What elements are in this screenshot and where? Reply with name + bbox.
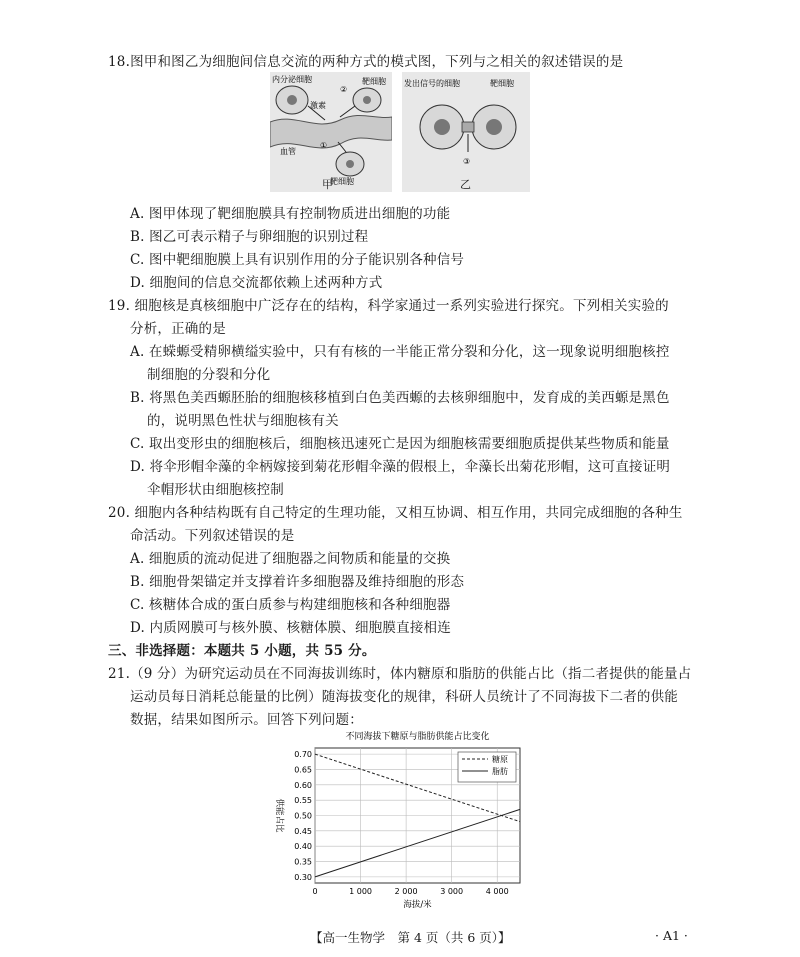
chart-title: 不同海拔下糖原与脂肪供能占比变化 bbox=[345, 732, 490, 742]
y-tick-label: 0.30 bbox=[294, 872, 312, 882]
jia-label-hormone: 激素 bbox=[310, 101, 326, 110]
q20-option-a: A. 细胞质的流动促进了细胞器之间物质和能量的交换 bbox=[130, 551, 451, 567]
q18-stem: 18.图甲和图乙为细胞间信息交流的两种方式的模式图，下列与之相关的叙述错误的是 bbox=[108, 54, 624, 70]
q20-option-d: D. 内质网膜可与核外膜、核糖体膜、细胞膜直接相连 bbox=[130, 620, 451, 636]
y-tick-label: 0.35 bbox=[294, 857, 312, 867]
x-tick-label: 0 bbox=[312, 887, 318, 896]
legend-label: 糖原 bbox=[492, 755, 508, 764]
q18-option-b: B. 图乙可表示精子与卵细胞的识别过程 bbox=[130, 229, 369, 245]
yi-label-circle3: ③ bbox=[463, 157, 471, 166]
x-tick-label: 1 000 bbox=[349, 887, 373, 896]
q19-option-c: C. 取出变形虫的细胞核后，细胞核迅速死亡是因为细胞核需要细胞质提供某些物质和能量 bbox=[130, 436, 670, 452]
q18-option-d: D. 细胞间的信息交流都依赖上述两种方式 bbox=[130, 275, 383, 291]
x-tick-label: 3 000 bbox=[440, 887, 464, 896]
q18-option-a: A. 图甲体现了靶细胞膜具有控制物质进出细胞的功能 bbox=[130, 206, 451, 222]
footer-page-info: 【高一生物学 第 4 页（共 6 页）】 bbox=[310, 930, 511, 945]
q20-stem-line2: 命活动。下列叙述错误的是 bbox=[130, 528, 295, 544]
q18-option-c: C. 图中靶细胞膜上具有识别作用的分子能识别各种信号 bbox=[130, 252, 465, 268]
x-tick-label: 4 000 bbox=[485, 887, 509, 896]
x-axis-label: 海拔/米 bbox=[403, 900, 432, 910]
y-tick-label: 0.70 bbox=[294, 750, 312, 760]
jia-label-target2: 靶细胞 bbox=[330, 177, 354, 186]
series-line-fat bbox=[315, 809, 520, 877]
q21-stem-line1: 21.（9 分）为研究运动员在不同海拔训练时，体内糖原和脂肪的供能占比（指二者提供的能量占 bbox=[108, 666, 692, 682]
jia-label-circle2: ② bbox=[340, 85, 348, 94]
q19-option-a-line1: A. 在蝾螈受精卵横缢实验中，只有有核的一半能正常分裂和分化，这一现象说明细胞核控 bbox=[130, 344, 670, 360]
y-tick-label: 0.55 bbox=[294, 796, 312, 806]
footer-code: · A1 · bbox=[655, 928, 688, 943]
y-axis-label: 供能占比 bbox=[274, 798, 284, 833]
jia-label-target1: 靶细胞 bbox=[362, 77, 386, 86]
y-tick-label: 0.60 bbox=[294, 780, 312, 790]
figure-jia bbox=[270, 72, 392, 192]
q20-stem-line1: 20. 细胞内各种结构既有自己特定的生理功能，又相互协调、相互作用，共同完成细胞的各种生 bbox=[108, 505, 683, 521]
q21-stem-line2: 运动员每日消耗总能量的比例）随海拔变化的规律，科研人员统计了不同海拔下二者的供能 bbox=[130, 689, 678, 705]
jia-label-vessel: 血管 bbox=[280, 147, 296, 156]
q19-option-d-line2: 伞帽形状由细胞核控制 bbox=[147, 482, 284, 498]
figure-yi-caption: 乙 bbox=[460, 178, 471, 191]
energy-share-chart bbox=[265, 728, 545, 918]
q19-option-d-line1: D. 将伞形帽伞藻的伞柄嫁接到菊花形帽伞藻的假根上，伞藻长出菊花形帽，这可直接证明 bbox=[130, 459, 671, 475]
x-tick-label: 2 000 bbox=[394, 887, 418, 896]
q20-option-c: C. 核糖体合成的蛋白质参与构建细胞核和各种细胞器 bbox=[130, 597, 451, 613]
jia-label-circle1: ① bbox=[320, 141, 328, 150]
section3-heading: 三、非选择题：本题共 5 小题，共 55 分。 bbox=[108, 643, 376, 659]
y-tick-label: 0.65 bbox=[294, 765, 312, 775]
q20-option-b: B. 细胞骨架锚定并支撑着许多细胞器及维持细胞的形态 bbox=[130, 574, 465, 590]
y-tick-label: 0.50 bbox=[294, 811, 312, 821]
q19-option-a-line2: 制细胞的分裂和分化 bbox=[147, 367, 271, 383]
q21-stem-line3: 数据，结果如图所示。回答下列问题： bbox=[130, 712, 363, 728]
q19-option-b-line1: B. 将黑色美西螈胚胎的细胞核移植到白色美西螈的去核卵细胞中，发育成的美西螈是黑色 bbox=[130, 390, 670, 406]
legend-label: 脂肪 bbox=[492, 767, 508, 776]
figure-jia-caption: 甲 bbox=[322, 178, 333, 191]
yi-label-target: 靶细胞 bbox=[490, 79, 514, 88]
y-tick-label: 0.40 bbox=[294, 842, 312, 852]
q19-option-b-line2: 的，说明黑色性状与细胞核有关 bbox=[147, 413, 339, 429]
jia-label-endocrine: 内分泌细胞 bbox=[272, 75, 312, 84]
yi-label-sender: 发出信号的细胞 bbox=[404, 79, 460, 88]
figure-yi bbox=[402, 72, 530, 192]
q19-stem-line2: 分析，正确的是 bbox=[130, 321, 226, 337]
q19-stem-line1: 19. 细胞核是真核细胞中广泛存在的结构，科学家通过一系列实验进行探究。下列相关实验的 bbox=[108, 298, 669, 314]
y-tick-label: 0.45 bbox=[294, 826, 312, 836]
